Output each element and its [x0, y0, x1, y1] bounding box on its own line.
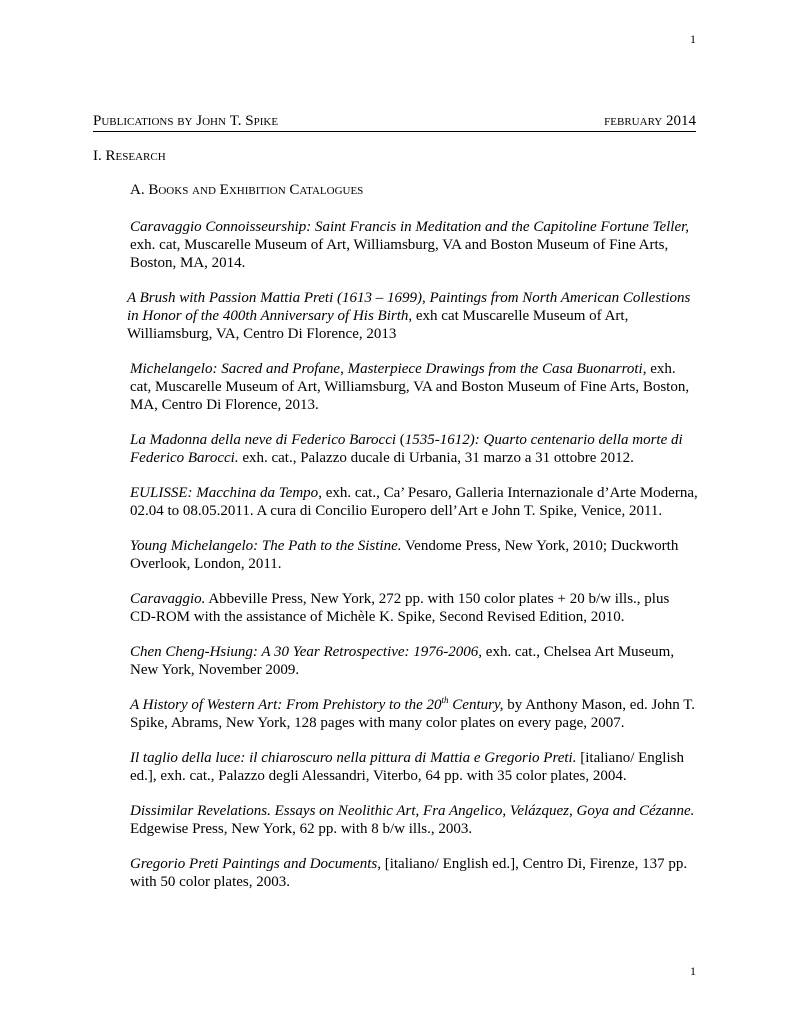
page-number-top: 1: [690, 32, 696, 46]
publication-entry: A Brush with Passion Mattia Preti (1613 – 1699), Paintings from North American Collestions in Honor of the 400th Anniversary of His Birth, exh cat Muscarelle Museum of Art, Williamsburg, VA, Centro Di Florence, 2013: [127, 290, 691, 342]
publication-entry: Dissimilar Revelations. Essays on Neolithic Art, Fra Angelico, Velázquez, Goya and Cézanne. Edgewise Press, New York, 62 pp. with 8 b/w ills., 2003.: [130, 803, 695, 837]
publication-entry: Michelangelo: Sacred and Profane, Masterpiece Drawings from the Casa Buonarroti, exh. cat, Muscarelle Museum of Art, Williamsburg, VA and Boston Museum of Fine Arts, Boston, MA, Centro Di Florence, 2013.: [130, 361, 690, 413]
publication-entry: Il taglio della luce: il chiaroscuro nella pittura di Mattia e Gregorio Preti. [italiano/ English ed.], exh. cat., Palazzo degli Alessandri, Viterbo, 64 pp. with 35 color plates, 2004.: [130, 750, 684, 784]
publication-entry: Young Michelangelo: The Path to the Sistine. Vendome Press, New York, 2010; Duckworth Overlook, London, 2011.: [130, 538, 679, 572]
document-header: [93, 113, 696, 132]
publication-entry: A History of Western Art: From Prehistory to the 20th Century, by Anthony Mason, ed. John T. Spike, Abrams, New York, 128 pages with many color plates on every page, 2007.: [130, 695, 696, 731]
publication-entry: Caravaggio Connoisseurship: Saint Francis in Meditation and the Capitoline Fortune Teller, exh. cat, Muscarelle Museum of Art, Williamsburg, VA and Boston Museum of Fine Arts, Boston, MA, 2014.: [130, 219, 690, 271]
publication-entry: Caravaggio. Abbeville Press, New York, 272 pp. with 150 color plates + 20 b/w ills., plus CD-ROM with the assistance of Michèle K. Spike, Second Revised Edition, 2010.: [130, 591, 670, 625]
publication-list: [127, 218, 698, 908]
publication-entry: Gregorio Preti Paintings and Documents, [italiano/ English ed.], Centro Di, Firenze, 137 pp. with 50 color plates, 2003.: [130, 856, 688, 890]
header-title: Publications by John T. Spike: [93, 113, 279, 129]
header-date: february 2014: [604, 113, 696, 129]
subsection-heading-books: A. Books and Exhibition Catalogues: [130, 182, 364, 198]
section-heading-research: I. Research: [93, 148, 166, 164]
publication-entry: EULISSE: Macchina da Tempo, exh. cat., Ca’ Pesaro, Galleria Internazionale d’Arte Moderna, 02.04 to 08.05.2011. A cura di Concilio Europero dell’Art e John T. Spike, Venice, 2011.: [130, 485, 698, 519]
publication-entry: La Madonna della neve di Federico Barocci (1535-1612): Quarto centenario della morte di Federico Barocci. exh. cat., Palazzo ducale di Urbania, 31 marzo a 31 ottobre 2012.: [130, 432, 683, 466]
publication-entry: Chen Cheng-Hsiung: A 30 Year Retrospective: 1976-2006, exh. cat., Chelsea Art Museum, New York, November 2009.: [130, 644, 675, 678]
page-number-bottom: 1: [690, 964, 696, 978]
